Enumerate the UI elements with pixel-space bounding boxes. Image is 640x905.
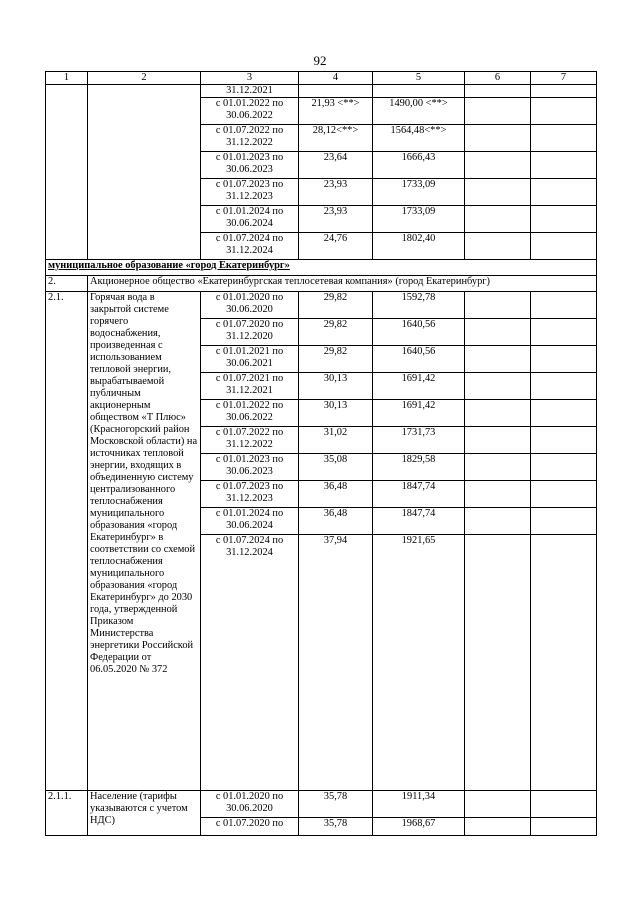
period-cell: с 01.01.2022 по 30.06.2022 (201, 400, 299, 427)
table-row (46, 292, 597, 319)
section-num: 2.1. (46, 292, 88, 791)
period-cell: с 01.01.2024 по 30.06.2024 (201, 206, 299, 233)
value-cell: 36,48 (299, 481, 373, 508)
value-cell (299, 85, 373, 98)
value-cell: 36,48 (299, 508, 373, 535)
empty-cell (531, 400, 597, 427)
empty-cell (465, 373, 531, 400)
empty-cell (531, 791, 597, 818)
org-name: Акционерное общество «Екатеринбургская теплосетевая компания» (город Екатеринбург) (88, 276, 597, 292)
empty-cell (531, 481, 597, 508)
empty-cell (531, 179, 597, 206)
empty-cell (465, 85, 531, 98)
section-description: Население (тарифы указываются с учетом НДС) (88, 791, 201, 836)
empty-cell (531, 319, 597, 346)
empty-cell (465, 179, 531, 206)
value-cell: 1847,74 (373, 508, 465, 535)
value-cell: 1829,58 (373, 454, 465, 481)
empty-cell (465, 818, 531, 836)
empty-cell (531, 206, 597, 233)
header-cell: 3 (201, 72, 299, 85)
value-cell: 1802,40 (373, 233, 465, 260)
header-cell: 7 (531, 72, 597, 85)
empty-cell (531, 454, 597, 481)
period-cell: с 01.01.2023 по 30.06.2023 (201, 454, 299, 481)
value-cell: 1731,73 (373, 427, 465, 454)
empty-cell (531, 535, 597, 791)
empty-cell (531, 125, 597, 152)
period-cell: с 01.07.2023 по 31.12.2023 (201, 179, 299, 206)
empty-cell (465, 98, 531, 125)
header-cell: 2 (88, 72, 201, 85)
empty-cell (465, 791, 531, 818)
empty-cell (465, 535, 531, 791)
value-cell: 24,76 (299, 233, 373, 260)
value-cell: 1592,78 (373, 292, 465, 319)
tariff-table (45, 71, 597, 836)
value-cell: 1847,74 (373, 481, 465, 508)
period-cell: с 01.07.2022 по 31.12.2022 (201, 125, 299, 152)
organization-row (46, 276, 597, 292)
table-row (46, 85, 597, 98)
period-cell: с 01.01.2023 по 30.06.2023 (201, 152, 299, 179)
value-cell: 23,93 (299, 179, 373, 206)
municipality-heading: муниципальное образование «город Екатеринбург» (46, 260, 597, 276)
value-cell: 1640,56 (373, 346, 465, 373)
value-cell: 29,82 (299, 319, 373, 346)
empty-cell (531, 346, 597, 373)
empty-cell (465, 481, 531, 508)
value-cell (373, 85, 465, 98)
header-cell: 5 (373, 72, 465, 85)
table-row (46, 791, 597, 818)
value-cell: 21,93 <**> (299, 98, 373, 125)
value-cell: 31,02 (299, 427, 373, 454)
empty-cell (465, 427, 531, 454)
value-cell: 35,08 (299, 454, 373, 481)
period-cell: с 01.07.2021 по 31.12.2021 (201, 373, 299, 400)
municipality-row (46, 260, 597, 276)
value-cell: 29,82 (299, 346, 373, 373)
period-cell: с 01.01.2020 по 30.06.2020 (201, 791, 299, 818)
period-cell: 31.12.2021 (201, 85, 299, 98)
empty-cell (531, 98, 597, 125)
empty-cell (465, 233, 531, 260)
value-cell: 35,78 (299, 791, 373, 818)
value-cell: 37,94 (299, 535, 373, 791)
value-cell: 1733,09 (373, 206, 465, 233)
period-cell: с 01.01.2024 по 30.06.2024 (201, 508, 299, 535)
period-cell: с 01.01.2022 по 30.06.2022 (201, 98, 299, 125)
empty-cell (465, 152, 531, 179)
period-cell: с 01.07.2020 по (201, 818, 299, 836)
empty-cell (465, 400, 531, 427)
value-cell: 23,64 (299, 152, 373, 179)
empty-cell (465, 125, 531, 152)
value-cell: 1921,65 (373, 535, 465, 791)
empty-cell (465, 454, 531, 481)
value-cell: 1640,56 (373, 319, 465, 346)
empty-cell (465, 319, 531, 346)
empty-cell (531, 85, 597, 98)
period-cell: с 01.01.2021 по 30.06.2021 (201, 346, 299, 373)
period-cell: с 01.07.2020 по 31.12.2020 (201, 319, 299, 346)
num-cell (46, 85, 88, 260)
period-cell: с 01.07.2024 по 31.12.2024 (201, 233, 299, 260)
period-cell: с 01.07.2024 по 31.12.2024 (201, 535, 299, 791)
empty-cell (531, 152, 597, 179)
value-cell: 23,93 (299, 206, 373, 233)
section-num: 2.1.1. (46, 791, 88, 836)
header-row (46, 72, 597, 85)
description-cell (88, 85, 201, 260)
org-num: 2. (46, 276, 88, 292)
empty-cell (531, 373, 597, 400)
value-cell: 30,13 (299, 373, 373, 400)
empty-cell (465, 206, 531, 233)
period-cell: с 01.07.2022 по 31.12.2022 (201, 427, 299, 454)
header-cell: 4 (299, 72, 373, 85)
value-cell: 1564,48<**> (373, 125, 465, 152)
value-cell: 1911,34 (373, 791, 465, 818)
value-cell: 35,78 (299, 818, 373, 836)
period-cell: с 01.01.2020 по 30.06.2020 (201, 292, 299, 319)
empty-cell (465, 346, 531, 373)
empty-cell (531, 233, 597, 260)
section-description: Горячая вода в закрытой системе горячего водоснабжения, произведенная с использованием тепловой энергии, вырабатываемой публичным акционерным обществом «Т Плюс» (Красногорский район Московской области) на источниках тепловой энергии, входящих в объединенную систему централизованного теплоснабжения муниципального образования «город Екатеринбург» в соответствии со схемой теплоснабжения муниципального образования «город Екатеринбург» до 2030 года, утвержденной Приказом Министерства энергетики Российской Федерации от 06.05.2020 № 372 (88, 292, 201, 791)
empty-cell (531, 292, 597, 319)
empty-cell (465, 292, 531, 319)
value-cell: 1666,43 (373, 152, 465, 179)
header-cell: 1 (46, 72, 88, 85)
value-cell: 1691,42 (373, 373, 465, 400)
header-cell: 6 (465, 72, 531, 85)
value-cell: 1733,09 (373, 179, 465, 206)
period-cell: с 01.07.2023 по 31.12.2023 (201, 481, 299, 508)
value-cell: 29,82 (299, 292, 373, 319)
value-cell: 1490,00 <**> (373, 98, 465, 125)
value-cell: 1968,67 (373, 818, 465, 836)
value-cell: 28,12<**> (299, 125, 373, 152)
empty-cell (531, 508, 597, 535)
page-number: 92 (313, 53, 327, 68)
value-cell: 30,13 (299, 400, 373, 427)
empty-cell (531, 818, 597, 836)
empty-cell (531, 427, 597, 454)
value-cell: 1691,42 (373, 400, 465, 427)
empty-cell (465, 508, 531, 535)
